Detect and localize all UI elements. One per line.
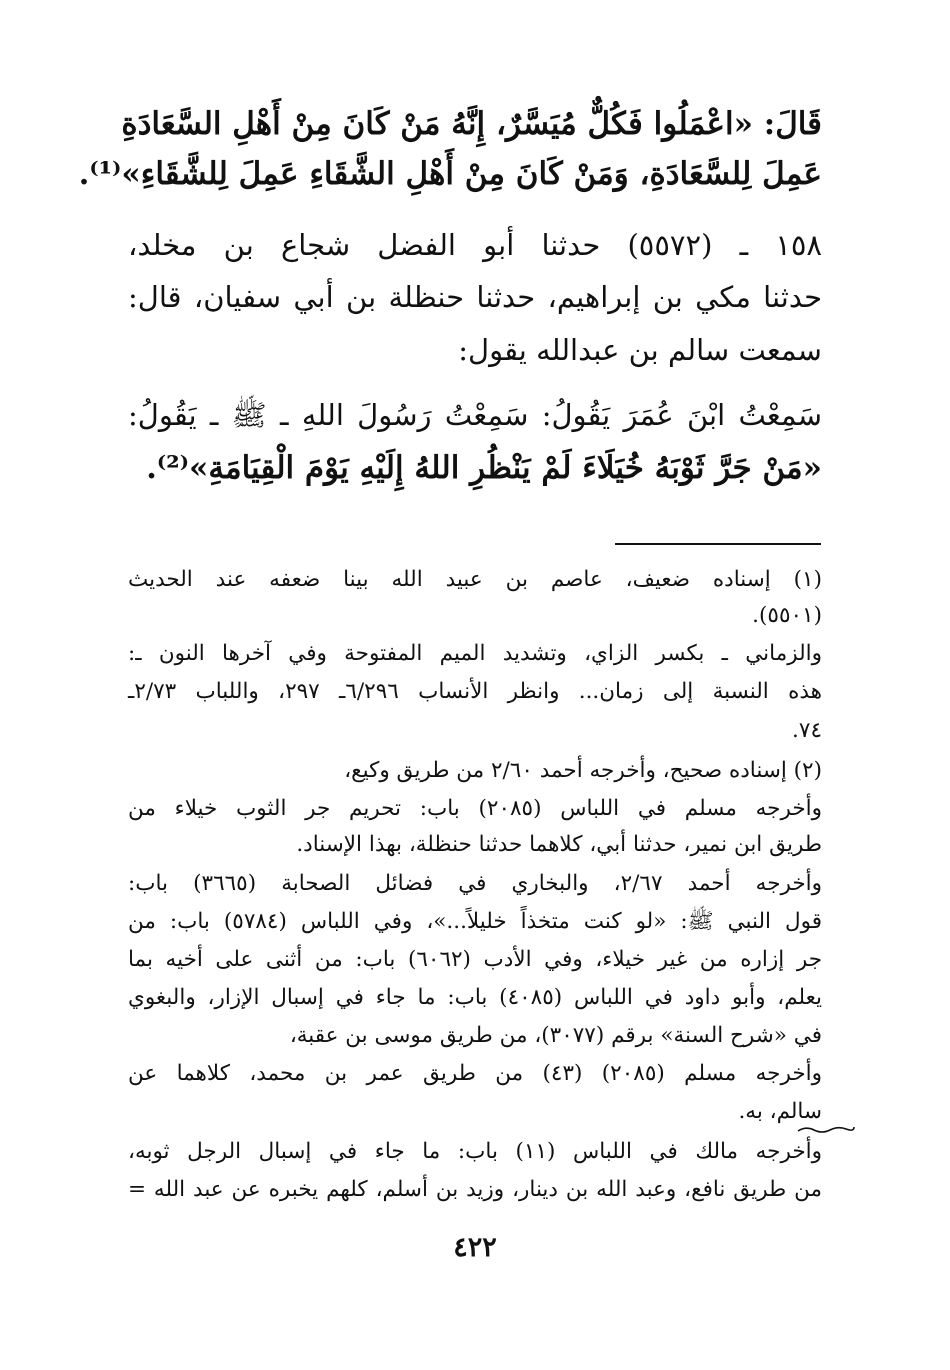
footnote-line-8: طريق ابن نمير، حدثنا أبي، كلاهما حدثنا حنظلة، بهذا الإسناد. [296, 832, 822, 857]
handwritten-underline [796, 1123, 856, 1135]
footnote-line-7: وأخرجه مسلم في اللباس (٢٠٨٥) باب: تحريم جر الثوب خيلاء من [128, 796, 822, 821]
footnote-line-12: يعلم، وأبو داود في اللباس (٤٠٨٥) باب: ما جاء في إسبال الإزار، والبغوي [128, 985, 822, 1010]
footnote-line-9: وأخرجه أحمد ٢/٦٧، والبخاري في فضائل الصحابة (٣٦٦٥) باب: [128, 871, 822, 896]
main-text-line-6: سَمِعْتُ ابْنَ عُمَرَ يَقُولُ: سَمِعْتُ رَسُولَ اللهِ ـ ﷺ ـ يَقُولُ: [128, 398, 822, 432]
main-text-line-4: حدثنا مكي بن إبراهيم، حدثنا حنظلة بن أبي سفيان، قال: [128, 280, 822, 314]
footnote-line-11: جر إزاره من غير خيلاء، وفي الأدب (٦٠٦٢) باب: من أثنى على أخيه بما [128, 947, 822, 972]
main-text-line-1: قَالَ: «اعْمَلُوا فَكُلٌّ مُيَسَّرٌ، إِنَّهُ مَنْ كَانَ مِنْ أَهْلِ السَّعَادَةِ [121, 106, 822, 142]
footnote-separator [615, 543, 821, 545]
footnote-line-5: ٧٤. [792, 718, 822, 743]
footnote-line-2: (٥٥٠١). [752, 603, 822, 628]
footnote-line-3: والزماني ـ بكسر الزاي، وتشديد الميم المفتوحة وفي آخرها النون ـ: [128, 641, 822, 666]
footnote-line-10: قول النبي ﷺ: «لو كنت متخذاً خليلاً...»، وفي اللباس (٥٧٨٤) باب: من [128, 909, 822, 934]
footnote-line-17: من طريق نافع، وعبد الله بن دينار، وزيد بن أسلم، كلهم يخبره عن عبد الله = [128, 1177, 822, 1202]
footnote-line-1: (١) إسناده ضعيف، عاصم بن عبيد الله بينا ضعفه عند الحديث [128, 567, 822, 592]
page-number: ٤٢٢ [453, 1232, 497, 1263]
footnote-line-16: وأخرجه مالك في اللباس (١١) باب: ما جاء في إسبال الرجل ثوبه، [128, 1139, 822, 1164]
main-text-line-3: ١٥٨ ـ (٥٥٧٢) حدثنا أبو الفضل شجاع بن مخلد، [128, 228, 822, 262]
footnote-line-15: سالم، به. [738, 1099, 822, 1124]
main-text-line-2: عَمِلَ لِلسَّعَادَةِ، وَمَنْ كَانَ مِنْ أَهْلِ الشَّقَاءِ عَمِلَ لِلشَّقَاءِ»⁽¹⁾. [78, 156, 822, 192]
main-text-line-7: «مَنْ جَرَّ ثَوْبَهُ خُيَلَاءَ لَمْ يَنْظُرِ اللهُ إِلَيْهِ يَوْمَ الْقِيَامَةِ»⁽²⁾. [146, 450, 822, 486]
footnote-line-13: في «شرح السنة» برقم (٣٠٧٧)، من طريق موسى بن عقبة، [289, 1023, 822, 1048]
footnote-line-4: هذه النسبة إلى زمان... وانظر الأنساب ٦/٢٩٦ـ ٢٩٧، واللباب ٢/٧٣ـ [128, 679, 822, 704]
footnote-line-14: وأخرجه مسلم (٢٠٨٥) (٤٣) من طريق عمر بن محمد، كلاهما عن [128, 1061, 822, 1086]
footnote-line-6: (٢) إسناده صحيح، وأخرجه أحمد ٢/٦٠ من طريق وكيع، [344, 758, 822, 783]
main-text-line-5: سمعت سالم بن عبدالله يقول: [458, 333, 822, 367]
